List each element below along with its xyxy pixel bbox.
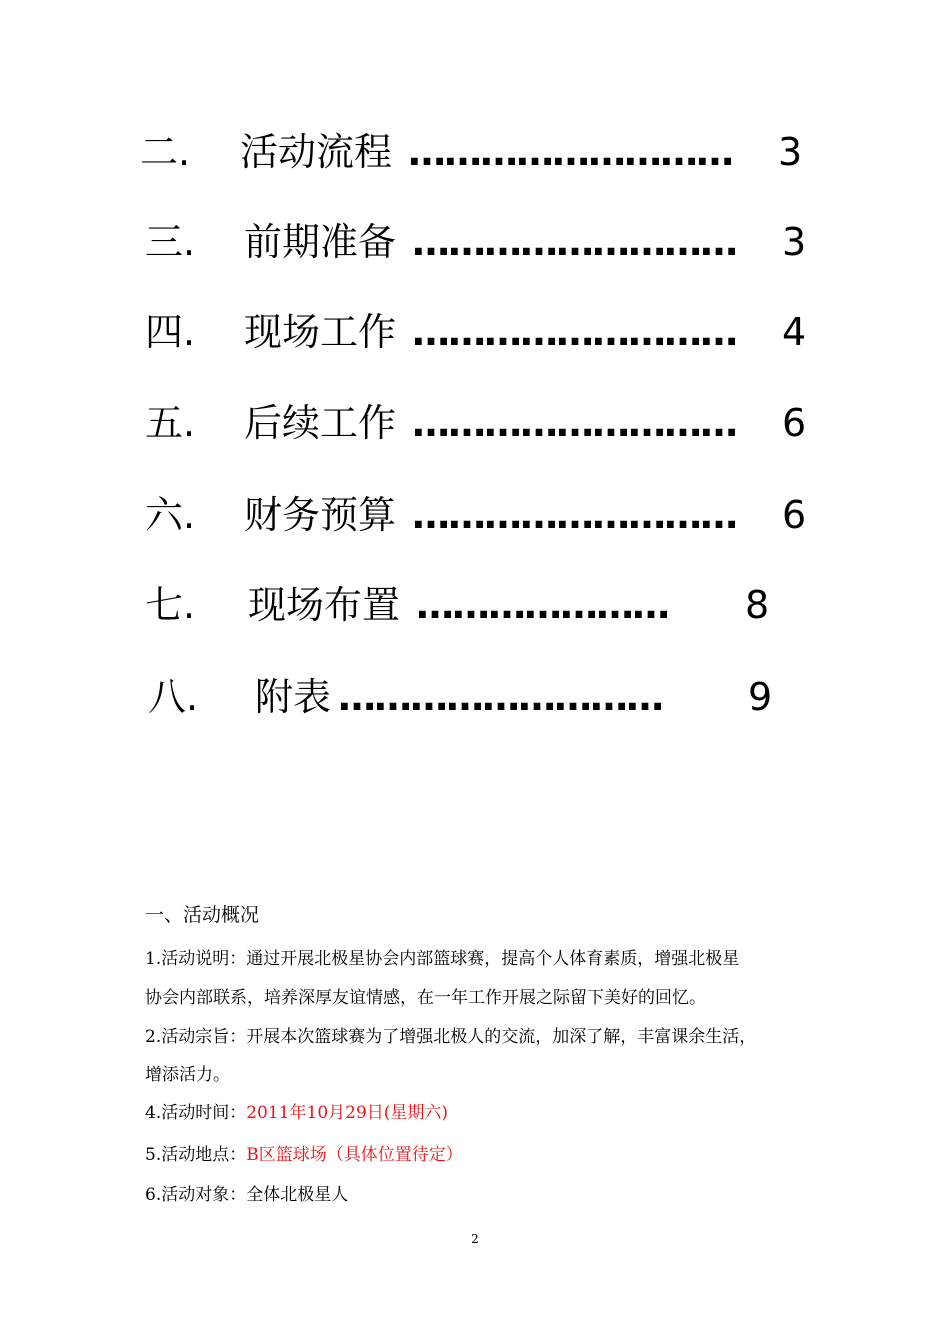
page-number: 2	[471, 1232, 479, 1246]
toc-item[interactable]	[0, 302, 950, 362]
toc-item-page: 9	[748, 675, 773, 719]
toc-item-title: 财务预算	[244, 493, 397, 537]
toc-item[interactable]	[0, 212, 950, 272]
toc-item-title: 现场工作	[244, 310, 397, 354]
paragraph-purpose-line: 增添活力。	[145, 1065, 230, 1085]
activity-time	[145, 1098, 825, 1123]
paragraph-purpose-line: 2.活动宗旨：开展本次篮球赛为了增强北极人的交流，加深了解，丰富课余生活，	[145, 1027, 757, 1047]
toc-item-title: 活动流程	[240, 130, 393, 174]
toc-item-number: 五.	[145, 401, 196, 445]
toc-item-number: 八.	[148, 675, 199, 719]
activity-place-label: 5.活动地点：	[145, 1145, 247, 1165]
toc-item-number: 六.	[145, 493, 196, 537]
toc-item-page: 3	[782, 220, 807, 264]
toc-item-page: 6	[782, 493, 807, 537]
toc-item[interactable]	[0, 667, 950, 727]
activity-place-value: B区篮球场（具体位置待定）	[246, 1145, 463, 1165]
toc-item[interactable]	[0, 122, 950, 182]
toc-item-page: 6	[782, 401, 807, 445]
toc-item-page: 4	[782, 310, 807, 354]
toc-item-title: 现场布置	[248, 583, 401, 627]
toc-item-leader: ………………………	[412, 493, 736, 537]
toc-item-title: 附表	[255, 675, 332, 719]
activity-target	[145, 1180, 825, 1205]
toc-item-page: 8	[745, 583, 770, 627]
toc-item[interactable]	[0, 393, 950, 453]
toc-item-leader: ………………………	[338, 675, 662, 719]
paragraph-description-line: 协会内部联系，培养深厚友谊情感，在一年工作开展之际留下美好的回忆。	[145, 988, 706, 1008]
toc-item-leader: …………………	[416, 583, 668, 627]
toc-item-title: 前期准备	[244, 220, 397, 264]
toc-item-number: 四.	[145, 310, 196, 354]
toc-item-number: 七.	[145, 583, 196, 627]
toc-item-leader: ………………………	[412, 310, 736, 354]
toc-item-leader: ………………………	[408, 130, 732, 174]
toc-item-page: 3	[778, 130, 803, 174]
toc-item[interactable]	[0, 575, 950, 635]
toc-item[interactable]	[0, 485, 950, 545]
activity-target-value: 全体北极星人	[246, 1185, 349, 1205]
toc-item-leader: ………………………	[412, 220, 736, 264]
toc-item-number: 二.	[140, 130, 191, 174]
activity-target-label: 6.活动对象：	[145, 1185, 247, 1205]
section-heading: 一、活动概况	[145, 904, 260, 926]
activity-time-value: 2011年10月29日(星期六)	[246, 1103, 449, 1123]
activity-time-label: 4.活动时间：	[145, 1103, 247, 1123]
toc-item-leader: ………………………	[412, 401, 736, 445]
toc-item-title: 后续工作	[244, 401, 397, 445]
paragraph-description-line: 1.活动说明：通过开展北极星协会内部篮球赛，提高个人体育素质，增强北极星	[145, 949, 740, 969]
activity-place	[145, 1140, 825, 1165]
toc-item-number: 三.	[145, 220, 196, 264]
